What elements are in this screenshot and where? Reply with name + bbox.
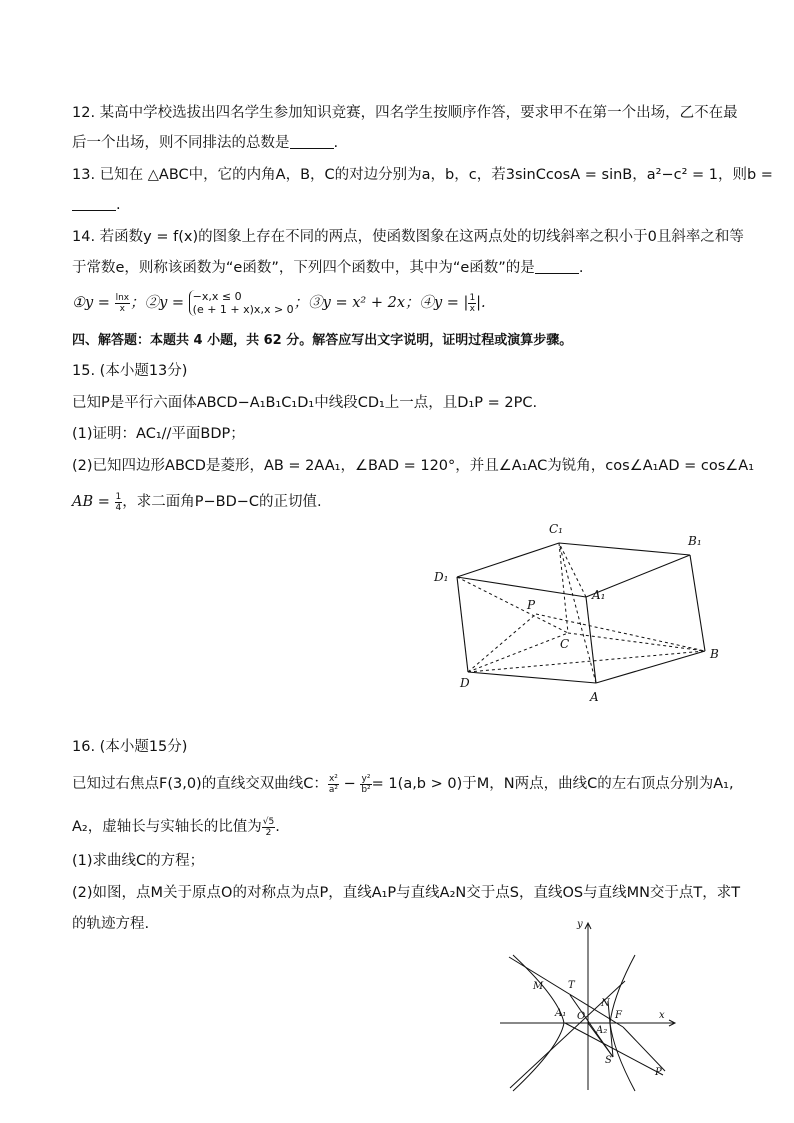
q14-line1: 14. 若函数y = f(x)的图象上存在不同的两点，使函数图象在这两点处的切线斜率之积小于0且斜率之和等 bbox=[72, 229, 744, 245]
q16-line2 bbox=[72, 810, 280, 844]
q16-eq-x-frac bbox=[328, 774, 339, 795]
fig-label-x: x bbox=[659, 1010, 665, 1021]
q14-options bbox=[72, 286, 486, 320]
q14-opt3: ；③y = x² + 2x；④y = | bbox=[293, 295, 469, 311]
label-D1: D₁ bbox=[434, 570, 449, 584]
q12-line1: 12. 某高中学校选拔出四名学生参加知识竞赛，四名学生按顺序作答，要求甲不在第一个出场，乙不在最 bbox=[72, 105, 738, 121]
label-A1: A₁ bbox=[592, 588, 606, 602]
q14-opt1-den: x bbox=[119, 303, 125, 314]
fig-label-F: F bbox=[615, 1010, 622, 1021]
q14-opt1: ①y = bbox=[72, 295, 110, 311]
fig-label-T: T bbox=[568, 980, 575, 991]
fig-label-M: M bbox=[533, 981, 544, 992]
label-A: A bbox=[590, 690, 599, 704]
fig-label-A2: A₂ bbox=[596, 1025, 608, 1036]
q16-part2-line2: 的轨迹方程. bbox=[72, 916, 150, 932]
q16-ratio-den: 2 bbox=[265, 827, 272, 838]
q15-part2-line1: (2)已知四边形ABCD是菱形，AB = 2AA₁，∠BAD = 120°，并且∠A₁AC为锐角，cos∠A₁AD = cos∠A₁ bbox=[72, 458, 755, 474]
q15-part2-post: ，求二面角P−BD−C的正切值. bbox=[122, 494, 322, 510]
q14-period: . bbox=[578, 260, 584, 276]
q14-piece-bottom: (e + 1 + x)x,x > 0 bbox=[192, 303, 294, 316]
q16-ratio-frac bbox=[262, 817, 275, 838]
q16-stem: 已知过右焦点F(3,0)的直线交双曲线C： $\frac{\text{x²}}{\text{a²}}$ − $\frac{\text{y²}}{\text{b²}}$ = 1(a,b > 0)于M，N两点，曲线C的左右顶点分别为A₁, bbox=[72, 773, 734, 795]
label-D: D bbox=[460, 676, 470, 690]
q14-piecewise bbox=[189, 290, 294, 316]
fig-label-N: N bbox=[601, 998, 610, 1009]
q14-line2 bbox=[72, 258, 583, 278]
q13-line1: 13. 已知在 △ABC中，它的内角A，B，C的对边分别为a，b，c，若3sinCcosA = sinB，a²−c² = 1，则b = bbox=[72, 167, 773, 183]
fig-label-A1: A₁ bbox=[555, 1008, 567, 1019]
q15-part2-pre: AB = bbox=[72, 494, 110, 510]
section4-heading: 四、解答题：本题共 4 小题，共 62 分。解答应写出文字说明，证明过程或演算步骤。 bbox=[72, 333, 573, 348]
label-C: C bbox=[560, 637, 570, 651]
q15-title: 15. (本小题13分) bbox=[72, 363, 188, 379]
fig-label-O: O bbox=[577, 1011, 586, 1022]
q16-eq-y-num: y² bbox=[361, 773, 371, 784]
hyperbola-figure bbox=[495, 915, 695, 1095]
q16-line2-post: . bbox=[275, 819, 280, 835]
q16-part1: (1)求曲线C的方程； bbox=[72, 853, 205, 869]
q14-opt4-post: |. bbox=[476, 295, 486, 311]
q12-period: . bbox=[333, 135, 339, 151]
q16-stem-post: = 1(a,b > 0)于M，N两点，曲线C的左右顶点分别为A₁, bbox=[371, 776, 734, 792]
label-B: B bbox=[710, 647, 719, 661]
q16-eq-x-num: x² bbox=[328, 773, 338, 784]
q14-line2-text: 于常数e，则称该函数为“e函数”，下列四个函数中，其中为“e函数”的是 bbox=[72, 260, 535, 276]
q14-opt4-den: x bbox=[469, 303, 475, 314]
fig-label-y: y bbox=[577, 919, 583, 930]
q13-period: . bbox=[116, 197, 121, 213]
label-C1: C₁ bbox=[549, 522, 563, 536]
q16-eq-y-frac bbox=[360, 774, 371, 795]
q15-frac-den: 4 bbox=[115, 502, 122, 513]
q16-eq-x-den: a² bbox=[328, 784, 338, 795]
q14-opt2: ；②y = bbox=[130, 295, 185, 311]
q13-line2 bbox=[72, 195, 121, 215]
q16-stem-pre: 已知过右焦点F(3,0)的直线交双曲线C： bbox=[72, 776, 328, 792]
q13-answer-blank bbox=[72, 196, 116, 211]
q16-part2-line1: (2)如图，点M关于原点O的对称点为点P，直线A₁P与直线A₂N交于点S，直线OS与直线MN交于点T，求T bbox=[72, 885, 741, 901]
parallelepiped-figure bbox=[420, 515, 730, 710]
q15-part2-line2 bbox=[72, 486, 322, 518]
q14-opt4-fraction bbox=[468, 293, 476, 314]
label-P: P bbox=[527, 598, 536, 612]
q14-opt1-num: lnx bbox=[115, 292, 130, 303]
q15-frac-num: 1 bbox=[115, 491, 122, 502]
q16-ratio-num: √5 bbox=[262, 816, 275, 827]
q16-eq-y-den: b² bbox=[361, 784, 371, 795]
q16-title: 16. (本小题15分) bbox=[72, 739, 188, 755]
q14-opt4-num: 1 bbox=[469, 292, 476, 303]
fig-label-P: P bbox=[655, 1067, 662, 1078]
q12-answer-blank bbox=[290, 134, 334, 149]
q12-line2 bbox=[72, 133, 338, 153]
fig-label-S: S bbox=[605, 1055, 612, 1066]
q14-opt1-fraction bbox=[115, 293, 131, 314]
label-B1: B₁ bbox=[688, 534, 702, 548]
q14-answer-blank bbox=[535, 259, 579, 274]
q15-part1: (1)证明：AC₁//平面BDP； bbox=[72, 426, 245, 442]
q16-line2-pre: A₂，虚轴长与实轴长的比值为 bbox=[72, 819, 262, 835]
q12-line2-text: 后一个出场，则不同排法的总数是 bbox=[72, 135, 290, 151]
q15-stem: 已知P是平行六面体ABCD−A₁B₁C₁D₁中线段CD₁上一点，且D₁P = 2PC. bbox=[72, 395, 538, 411]
q14-piece-top: −x,x ≤ 0 bbox=[192, 290, 242, 303]
